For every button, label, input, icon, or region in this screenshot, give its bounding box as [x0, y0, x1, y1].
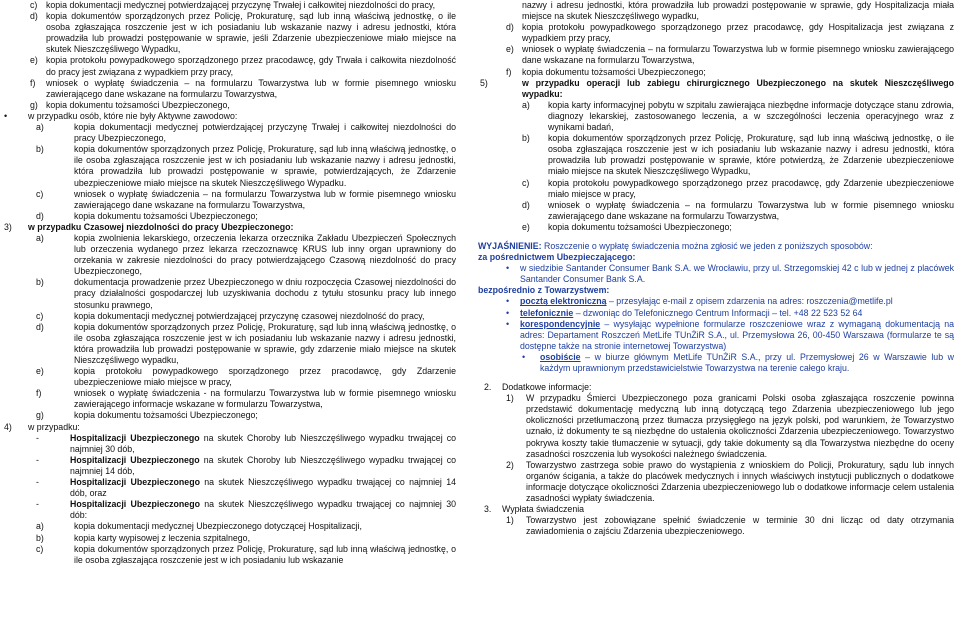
- explanation-paragraph: [478, 241, 954, 252]
- item-text: kopia dokumentu tożsamości Ubezpieczonego,: [46, 99, 230, 110]
- item-marker: f): [30, 77, 36, 88]
- item-text: kopia dokumentacji medycznej potwierdzającej przyczynę czasowej niezdolność do pracy,: [74, 310, 425, 321]
- list-item: [4, 388, 456, 410]
- contact-rest: – przesyłając e-mail z opisem zdarzenia na adres: roszczenia@metlife.pl: [606, 296, 893, 307]
- dash-marker: -: [36, 454, 39, 465]
- dash-bold: Hospitalizacji Ubezpieczonego: [70, 454, 200, 465]
- section-heading-inactive: [4, 111, 456, 122]
- item-marker: a): [36, 232, 44, 243]
- item-marker: c): [36, 543, 44, 554]
- list-item: [478, 100, 954, 133]
- right-column: [478, 0, 954, 537]
- list-item: [478, 460, 954, 504]
- item-text: kopia dokumentów sporządzonych przez Policję, Prokuraturę, sąd lub inną właściwą jednostkę, o ile osoba zgłaszająca roszczenie jest w ich posiadaniu lub wskazanie: [74, 543, 456, 565]
- heading-text: w przypadku:: [28, 421, 80, 432]
- item-text: kopia protokołu powypadkowego sporządzonego przez pracodawcę, gdy Trwała i całkowita niezdolność do pracy jest związana z wypadkiem przy pracy,: [46, 55, 456, 77]
- list-item: [478, 222, 954, 233]
- list-item: [478, 393, 954, 460]
- item-text: kopia zwolnienia lekarskiego, orzeczenia lekarza orzecznika Zakładu Ubezpieczeń Społecznych lub orzeczenia wydanego przez lekarza rzeczoznawcę KRUS lub inny organ uprawniony do orzekania w zakresie niezdolności do pracy potwierdzającego Czasową niezdolność do pracy Ubezpieczonego,: [74, 232, 456, 277]
- item-marker: d): [30, 11, 38, 22]
- section-marker: 3.: [484, 504, 492, 515]
- item-marker: 1): [506, 393, 514, 404]
- item-text: kopia dokumentu tożsamości Ubezpieczonego;: [74, 210, 258, 221]
- list-item: [4, 233, 456, 277]
- bullet-icon: •: [506, 296, 510, 307]
- list-item: [4, 144, 456, 188]
- list-item: [4, 322, 456, 366]
- section-marker: 5): [480, 77, 488, 88]
- dash-marker: -: [36, 499, 39, 510]
- bullet-icon: •: [506, 307, 510, 318]
- dash-rest: na skutek Nieszczęśliwego wypadku trwającej co najmniej 14 dób, oraz: [70, 477, 456, 499]
- item-text: kopia karty wypisowej z leczenia szpitalnego,: [74, 532, 251, 543]
- list-item: [4, 277, 456, 310]
- bullet-icon: •: [4, 110, 8, 121]
- contact-rest: – dzwoniąc do Telefonicznego Centrum Informacji – tel. +48 22 523 52 64: [573, 307, 863, 318]
- item-text: kopia dokumentu tożsamości Ubezpieczonego;: [548, 221, 732, 232]
- item-text: kopia protokołu powypadkowego sporządzonego przez pracodawcę, gdy Zdarzenie ubezpieczeniowe miało miejsce w pracy,: [74, 366, 456, 388]
- section-heading-4: [4, 422, 456, 433]
- item-text: wniosek o wypłatę świadczenia – na formularzu Towarzystwa lub w formie pisemnego wniosku zawierającego dane wskazane na formularzu Towarzystwa,: [46, 77, 456, 99]
- heading-text: [522, 78, 954, 99]
- item-marker: f): [36, 388, 42, 399]
- item-text: kopia protokołu powypadkowego sporządzonego przez pracodawcę, gdy Zdarzenie ubezpieczeniowe miało miejsce w pracy,: [548, 177, 954, 199]
- dash-rest: na skutek Choroby lub Nieszczęśliwego wypadku trwającej co najmniej 30 dób,: [70, 432, 456, 454]
- section-marker: 2.: [484, 382, 492, 393]
- contact-bullet: [478, 352, 954, 374]
- item-marker: b): [36, 144, 44, 155]
- contact-bold: osobiście: [540, 351, 581, 362]
- item-text: kopia dokumentacji medycznej Ubezpieczonego dotyczącej Hospitalizacji,: [74, 521, 363, 532]
- item-text: Towarzystwo zastrzega sobie prawo do wystąpienia z wnioskiem do Policji, Prokuratury, sądu lub innych organów ścigania, a także do placówek medycznych i innych właściwych instytucji publicznych o dodatkowe informacje dotyczące okoliczności Zdarzenia ubezpieczeniowego lub o dodatkowe informacje celem ustalenia zasadności wypłaty świadczenia.: [526, 459, 954, 504]
- item-marker: d): [36, 210, 44, 221]
- explanation-label: WYJAŚNIENIE:: [478, 240, 542, 251]
- contact-bold: korespondencyjnie: [520, 318, 601, 329]
- contact-bullet: [478, 263, 954, 285]
- contact-bullet: [478, 319, 954, 352]
- item-marker: e): [506, 44, 514, 55]
- section-heading-5: [478, 78, 954, 100]
- item-marker: d): [36, 321, 44, 332]
- list-item: [4, 55, 456, 77]
- bullet-icon: •: [522, 351, 526, 362]
- item-text: wniosek o wypłatę świadczenia - na formularzu Towarzystwa lub w formie pisemnego wniosku zawierającego informacje wskazane w formularzu Towarzystwa,: [74, 388, 456, 410]
- item-marker: e): [522, 221, 530, 232]
- dash-bold: Hospitalizacji Ubezpieczonego: [70, 499, 200, 510]
- list-item: [4, 78, 456, 100]
- contact-rest: – wysyłając wypełnione formularze roszczeniowe wraz z wymaganą dokumentacją na adres: Departament Roszczeń MetLife TUnŻiR S.A., ul. Przemysłowa 26, 00-450 Warszawa (formularze te są dostępne także na stronie internetowej Towarzystwa): [520, 318, 954, 351]
- item-marker: b): [36, 277, 44, 288]
- item-marker: d): [506, 22, 514, 33]
- heading-text: Wypłata świadczenia: [502, 504, 585, 515]
- item-text: kopia protokołu powypadkowego sporządzonego przez pracodawcę, gdy Hospitalizacja jest związana z wypadkiem przy pracy,: [522, 22, 954, 44]
- item-text: kopia dokumentu tożsamości Ubezpieczonego;: [74, 410, 258, 421]
- list-item: [4, 122, 456, 144]
- dash-rest: na skutek Choroby lub Nieszczęśliwego wypadku trwającej co najmniej 14 dób,: [70, 454, 456, 476]
- item-marker: c): [30, 0, 38, 10]
- dash-item: [4, 455, 456, 477]
- item-text: kopia dokumentów sporządzonych przez Policję, Prokuraturę, sąd lub inną właściwą jednostkę, o ile osoba zgłaszająca roszczenie jest w ich posiadaniu lub wskazanie nazwy i adresu jednostki, która prowadziła lub prowadzi postępowanie w sprawie, gdy zdarzenie miało miejsce na skutek Nieszczęśliwego wypadku,: [74, 321, 456, 365]
- list-item: [478, 44, 954, 66]
- list-item: [478, 515, 954, 537]
- section-heading-3: [4, 222, 456, 233]
- item-marker: a): [36, 122, 44, 133]
- dash-marker: -: [36, 432, 39, 443]
- contact-bullet: [478, 308, 954, 319]
- left-column: [4, 0, 456, 566]
- list-item: [4, 0, 456, 11]
- list-item: [478, 67, 954, 78]
- item-marker: c): [36, 188, 44, 199]
- item-text: kopia dokumentów sporządzonych przez Policję, Prokuraturę, sąd lub inną właściwą jednostkę, o ile osoba zgłaszająca roszczenie jest w ich posiadaniu lub wskazanie nazwy i adresu jednostki, która prowadziła lub prowadzi postępowanie w sprawie, które potwierdzą, że Zdarzenie ubezpieczeniowe miało miejsce na skutek Nieszczęśliwego Wypadku,: [548, 133, 954, 177]
- item-text: kopia karty informacyjnej pobytu w szpitalu zawierająca niezbędne informacje dotyczące stanu zdrowia, diagnozy lekarskiej, zastosowanego leczenia, a w szczególności leczenia operacyjnego wraz z wynikami badań,: [548, 99, 954, 133]
- bullet-icon: •: [506, 263, 510, 274]
- direct-heading: bezpośrednio z Towarzystwem:: [478, 285, 610, 296]
- contact-bullet: [478, 296, 954, 307]
- item-text: dokumentacja prowadzenie przez Ubezpieczonego w dniu rozpoczęcia Czasowej niezdolności do pracy działalności gospodarczej lub uzyskiwania dochodu z tytułu stosunku pracy lub innego stosunku prawnego,: [74, 277, 456, 310]
- item-marker: g): [30, 99, 38, 110]
- item-text: wniosek o wypłatę świadczenia – na formularzu Towarzystwa lub w formie pisemnego wniosku zawierającego dane wskazane na formularzu Towarzystwa,: [74, 188, 456, 210]
- item-marker: f): [506, 66, 512, 77]
- section-heading-2: [478, 382, 954, 393]
- explanation-text: Roszczenie o wypłatę świadczenia można zgłosić we jeden z poniższych sposobów:: [541, 240, 873, 251]
- item-marker: b): [522, 133, 530, 144]
- contact-bold: pocztą elektroniczną: [520, 296, 607, 307]
- item-marker: e): [30, 55, 38, 66]
- heading-text: Dodatkowe informacje:: [502, 382, 592, 393]
- item-marker: d): [522, 199, 530, 210]
- list-item: [4, 366, 456, 388]
- item-text: Towarzystwo jest zobowiązane spełnić świadczenie w terminie 30 dni licząc od daty otrzymania zawiadomienia o zajściu Zdarzenia ubezpieczeniowego.: [526, 515, 954, 537]
- list-item: [4, 100, 456, 111]
- dash-item: [4, 433, 456, 455]
- list-item: [478, 178, 954, 200]
- dash-item: [4, 499, 456, 521]
- heading-bold: w przypadku operacji lub zabiegu chirurgicznego Ubezpieczonego na skutek Nieszczęśliwego wypadku:: [522, 77, 954, 99]
- item-text: W przypadku Śmierci Ubezpieczonego poza granicami Polski osoba zgłaszająca roszczenie powinna przedstawić dokumentację medyczną lub inną dotyczącą tego Zdarzenia ubezpieczeniowego lub jego okoliczności przetłumaczoną przez tłumacza przysięgłego na język polski, pod warunkiem, że Towarzystwo uznało, iż dokumenty te są niezbędne do ustalenia okoliczności Zdarzenia ubezpieczeniowego. Towarzystwo pokrywa koszty takie tłumaczenie w sytuacji, gdy takie dokumenty są dla Towarzystwa niezbędne do oceny zasadności roszczenia lub wysokości należnego świadczenia.: [526, 393, 954, 459]
- dash-rest: na skutek Nieszczęśliwego wypadku trwającej co najmniej 30 dób:: [70, 499, 456, 521]
- list-item: [4, 311, 456, 322]
- list-item: [4, 189, 456, 211]
- dash-item: [4, 477, 456, 499]
- item-marker: e): [36, 366, 44, 377]
- list-item: [4, 544, 456, 566]
- list-item: [4, 410, 456, 421]
- item-text: kopia dokumentów sporządzonych przez Policję, Prokuraturę, sąd lub inną właściwą jednostkę, o ile osoba zgłaszająca roszczenie jest w ich posiadaniu lub wskazanie nazwy i adresu jednostki, która prowadziła lub prowadzi postępowanie w sprawie, potwierdzających, że Zdarzenie ubezpieczeniowe miało miejsce na skutek Nieszczęśliwego Wypadku.: [74, 144, 456, 188]
- bullet-icon: •: [506, 318, 510, 329]
- section-heading-3-right: [478, 504, 954, 515]
- contact-rest: – w biurze głównym MetLife TUnŻiR S.A., przy ul. Przemysłowej 26 w Warszawie lub w każdym uprawnionym przedstawicielstwie Towarzystwa na terenie całego kraju.: [540, 351, 954, 373]
- item-marker: b): [36, 532, 44, 543]
- item-marker: g): [36, 410, 44, 421]
- heading-text: w przypadku Czasowej niezdolności do pracy Ubezpieczonego:: [28, 221, 294, 232]
- section-marker: 3): [4, 221, 12, 232]
- item-marker: 1): [506, 515, 514, 526]
- item-marker: c): [36, 310, 44, 321]
- dash-bold: Hospitalizacji Ubezpieczonego: [70, 432, 200, 443]
- contact-text: w siedzibie Santander Consumer Bank S.A. we Wrocławiu, przy ul. Strzegomskiej 42 c lub w jednej z placówek Santander Consumer Bank S.A.: [520, 263, 954, 285]
- item-text: wniosek o wypłatę świadczenia – na formularzu Towarzystwa lub w formie pisemnego wniosku zawierającego dane wskazane na formularzu Towarzystwa,: [548, 199, 954, 221]
- section-marker: 4): [4, 421, 12, 432]
- item-marker: a): [522, 99, 530, 110]
- list-item: [4, 211, 456, 222]
- item-marker: c): [522, 177, 530, 188]
- dash-marker: -: [36, 477, 39, 488]
- list-item: [478, 22, 954, 44]
- item-marker: 2): [506, 459, 514, 470]
- item-text: nazwy i adresu jednostki, która prowadziła lub prowadzi postępowanie w sprawie, gdy Hospitalizacja miała miejsce na skutek Nieszczęśliwego wypadku,: [522, 0, 954, 22]
- item-text: kopia dokumentów sporządzonych przez Policję, Prokuraturę, sąd lub inną właściwą jednostkę, o ile osoba zgłaszająca roszczenie jest w ich posiadaniu lub wskazanie nazwy i adresu jednostki, która prowadziła lub prowadzi postępowanie w sprawie, jeśli Zdarzenie ubezpieczeniowe miało miejsce na skutek Nieszczęśliwego Wypadku,: [46, 11, 456, 55]
- item-text: kopia dokumentacji medycznej potwierdzającej przyczynę Trwałej i całkowitej niezdolności do pracy Ubezpieczonego,: [74, 122, 456, 144]
- posrednik-heading: za pośrednictwem Ubezpieczającego:: [478, 252, 636, 263]
- contact-bold: telefonicznie: [520, 307, 574, 318]
- dash-bold: Hospitalizacji Ubezpieczonego: [70, 477, 200, 488]
- list-item: [4, 11, 456, 55]
- item-text: kopia dokumentacji medycznej potwierdzającej przyczynę Trwałej i całkowitej niezdolności do pracy,: [46, 0, 436, 10]
- list-item-continued: [478, 0, 954, 22]
- item-text: kopia dokumentu tożsamości Ubezpieczonego;: [522, 66, 706, 77]
- list-item: [4, 533, 456, 544]
- list-item: [478, 133, 954, 177]
- item-text: wniosek o wypłatę świadczenia – na formularzu Towarzystwa lub w formie pisemnego wniosku zawierającego dane wskazane na formularzu Towarzystwa,: [522, 44, 954, 66]
- list-item: [4, 521, 456, 532]
- list-item: [478, 200, 954, 222]
- heading-text: w przypadku osób, które nie były Aktywne zawodowo:: [28, 110, 238, 121]
- item-marker: a): [36, 521, 44, 532]
